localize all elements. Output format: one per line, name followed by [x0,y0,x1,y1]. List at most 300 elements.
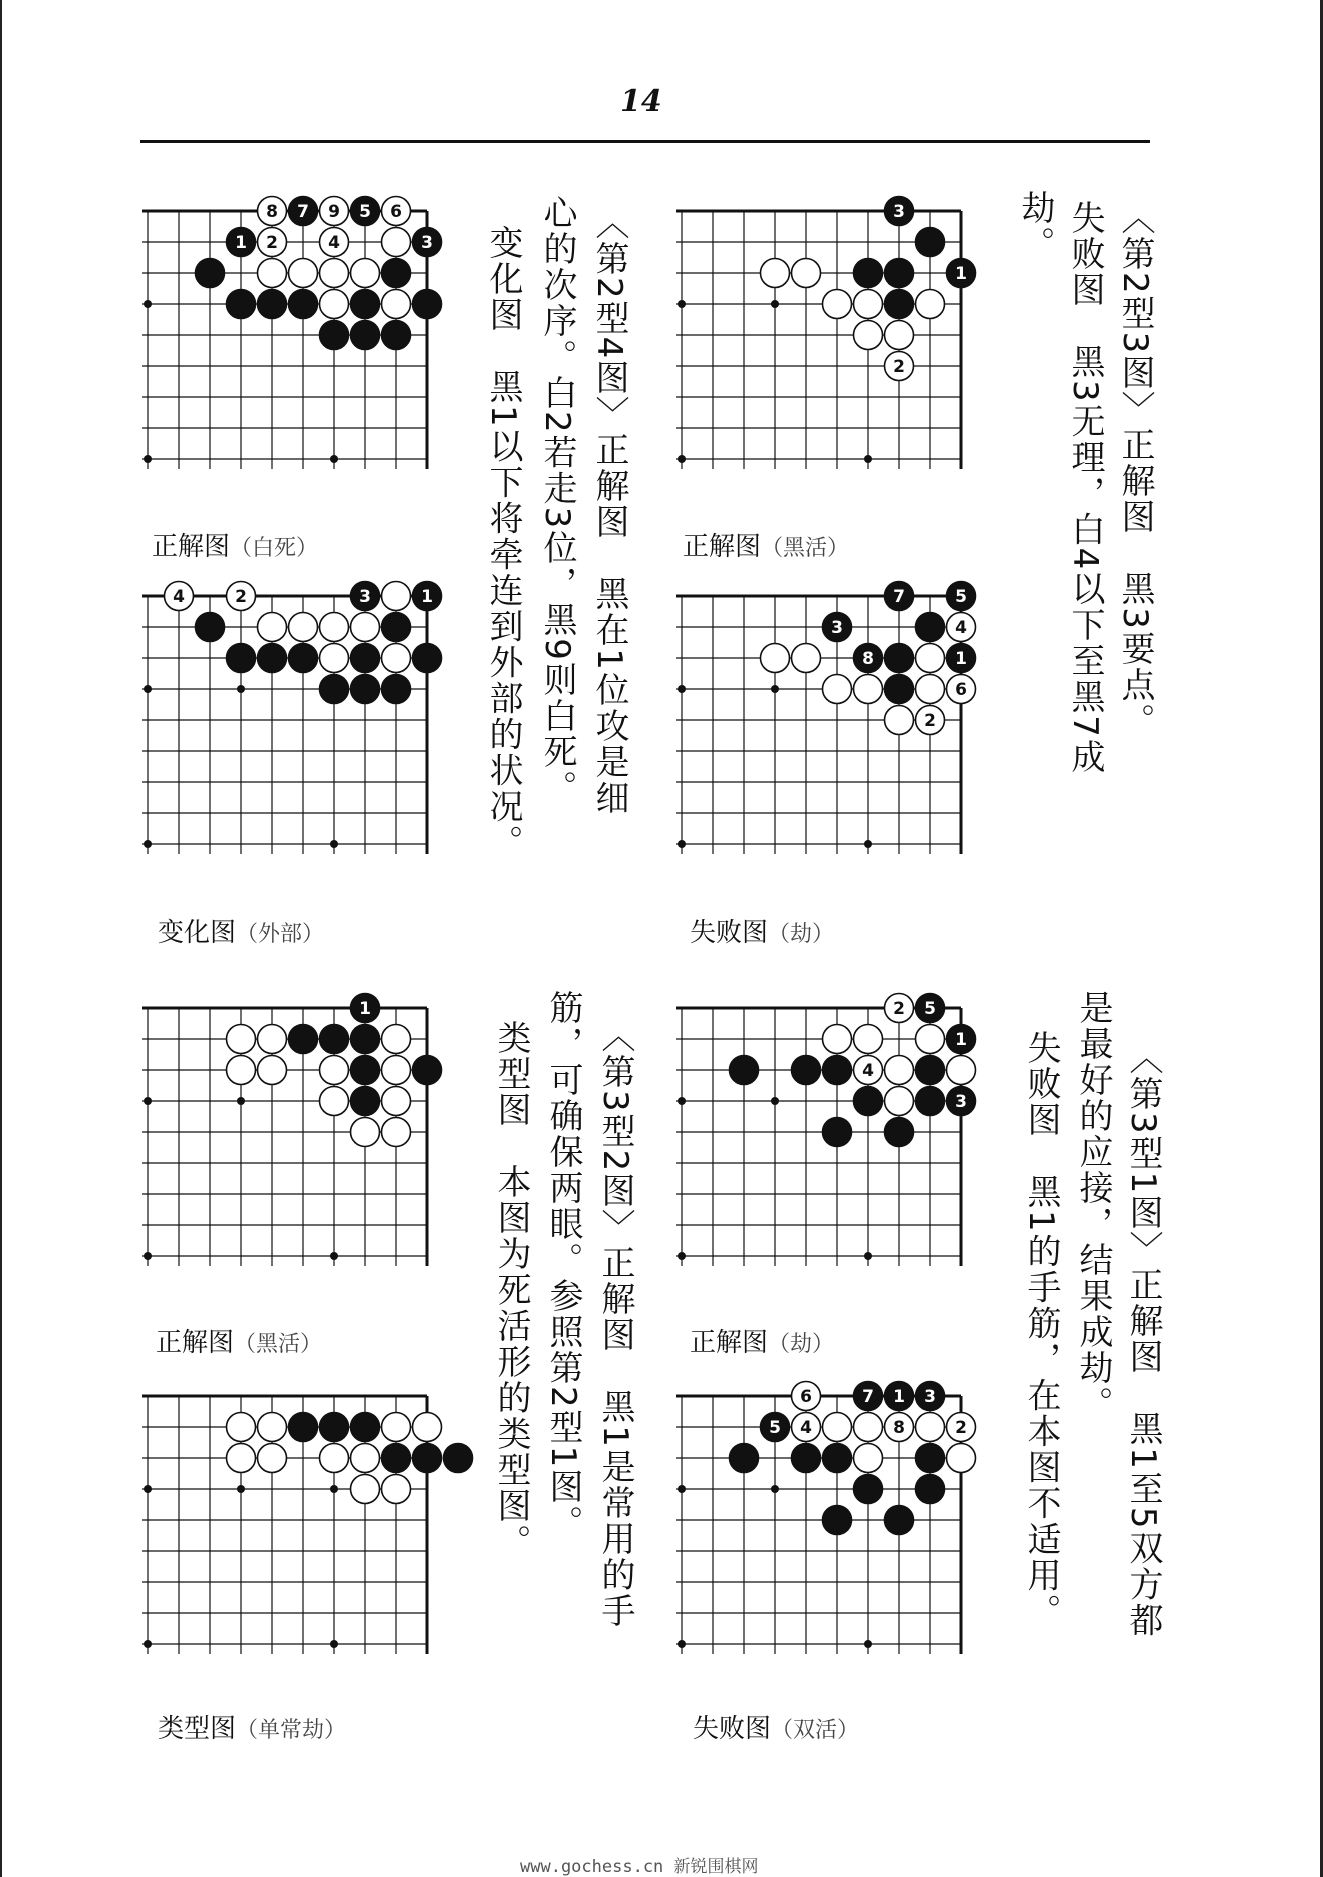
stone-disc [823,1506,852,1535]
star-point [864,455,872,463]
move-number: 4 [862,1061,874,1081]
stone-disc [382,1413,411,1442]
caption-sub: （劫） [768,1332,835,1357]
black-stone [792,1056,821,1085]
stone-disc [413,1444,442,1473]
move-number: 1 [893,1387,905,1407]
stone-disc [382,675,411,704]
black-stone [413,1056,442,1085]
star-point [678,1097,686,1105]
white-stone [320,613,349,642]
white-stone [885,1087,914,1116]
white-stone [823,675,852,704]
black-stone [320,1413,349,1442]
star-point [771,1097,779,1105]
move-number: 4 [955,618,967,638]
black-stone [289,290,318,319]
move-number: 3 [831,618,843,638]
stone-disc [289,1025,318,1054]
white-stone [382,197,411,226]
move-number: 6 [955,680,967,700]
black-stone [351,321,380,350]
board-svg [142,999,437,1272]
move-number: 3 [924,1387,936,1407]
move-number: 3 [893,202,905,222]
text-col-bottom-left-3: 类型图 本图为死活形的类型图。 [491,1020,531,1560]
stone-disc [823,675,852,704]
stone-disc [885,321,914,350]
black-stone [351,197,380,226]
white-stone [885,321,914,350]
caption-sub: （外部） [236,922,325,947]
stone-disc [916,228,945,257]
stone-disc [382,613,411,642]
stone-disc [382,644,411,673]
board-svg [676,587,971,860]
black-stone [916,994,945,1023]
stone-disc [916,644,945,673]
black-stone [258,290,287,319]
move-number: 1 [235,233,247,253]
star-point [237,1097,245,1105]
black-stone [351,644,380,673]
star-point [678,1252,686,1260]
caption-r1-right [683,526,849,563]
caption-r4-right [693,1708,859,1745]
stone-disc [823,1413,852,1442]
black-stone [885,1382,914,1411]
stone-disc [916,675,945,704]
stone-disc [320,321,349,350]
stone-disc [289,644,318,673]
black-stone [730,1056,759,1085]
go-board-r3-right [676,999,971,1272]
go-board-r4-left [142,1390,437,1660]
black-stone [382,675,411,704]
stone-disc [413,644,442,673]
stone-disc [854,1087,883,1116]
text-col-top-left-2: 心的次序。白2若走3位，黑9则白死。 [537,195,577,806]
stone-disc [258,1413,287,1442]
stone-disc [351,290,380,319]
stone-disc [351,1118,380,1147]
white-stone [947,1413,976,1442]
black-stone [916,228,945,257]
stone-disc [227,1025,256,1054]
text-col-bottom-left-1: 〈第3型2图〉正解图 黑1是常用的手 [595,1018,635,1629]
star-point [678,1485,686,1493]
stone-disc [196,613,225,642]
text-col-bottom-right-2: 是最好的应接，结果成劫。 [1073,990,1113,1422]
white-stone [258,1444,287,1473]
stone-disc [289,259,318,288]
white-stone [258,1056,287,1085]
black-stone [351,994,380,1023]
white-stone [258,1413,287,1442]
board-svg [676,202,971,475]
white-stone [854,1444,883,1473]
star-point [864,840,872,848]
stone-disc [916,1413,945,1442]
stone-disc [413,1056,442,1085]
white-stone [382,1025,411,1054]
stone-disc [351,613,380,642]
stone-disc [885,644,914,673]
star-point [144,685,152,693]
white-stone [413,1413,442,1442]
move-number: 4 [328,233,340,253]
stone-disc [351,259,380,288]
star-point [678,1640,686,1648]
black-stone [413,582,442,611]
stone-disc [382,1444,411,1473]
caption-sub: （黑活） [761,536,850,561]
board-svg [676,1387,971,1660]
stone-disc [413,1413,442,1442]
white-stone [289,259,318,288]
white-stone [258,228,287,257]
white-stone [382,290,411,319]
white-stone [792,644,821,673]
star-point [678,840,686,848]
move-number: 5 [955,587,967,607]
stone-disc [320,1025,349,1054]
stone-disc [227,1056,256,1085]
white-stone [382,1056,411,1085]
black-stone [289,1413,318,1442]
move-number: 5 [769,1418,781,1438]
stone-disc [351,1475,380,1504]
go-board-r2-right [676,587,971,860]
stone-disc [916,613,945,642]
star-point [144,300,152,308]
white-stone [854,1025,883,1054]
stone-disc [320,290,349,319]
footer-watermark: www.gochess.cn 新锐围棋网 [520,1857,759,1877]
white-stone [320,1444,349,1473]
black-stone [382,1444,411,1473]
header-rule [140,140,1150,143]
black-stone [947,582,976,611]
move-number: 4 [173,587,185,607]
white-stone [792,1382,821,1411]
page-number: 14 [620,84,662,119]
caption-main: 失败图 [690,918,769,948]
stone-disc [320,613,349,642]
black-stone [823,1444,852,1473]
stone-disc [854,675,883,704]
stone-disc [351,1025,380,1054]
white-stone [351,1475,380,1504]
white-stone [258,1025,287,1054]
stone-disc [258,613,287,642]
black-stone [227,644,256,673]
white-stone [258,259,287,288]
black-stone [885,675,914,704]
go-board-r3-left [142,999,437,1272]
stone-disc [854,1444,883,1473]
caption-r4-left [158,1708,346,1745]
stone-disc [885,259,914,288]
caption-r2-right [690,912,834,949]
black-stone [320,675,349,704]
text-col-top-left-3: 变化图 黑1以下将牵连到外部的状况。 [483,225,523,861]
stone-disc [258,1444,287,1473]
stone-disc [382,1475,411,1504]
move-number: 2 [924,711,936,731]
white-stone [885,352,914,381]
white-stone [382,1118,411,1147]
caption-r2-left [158,912,324,949]
stone-disc [351,1087,380,1116]
black-stone [947,1025,976,1054]
star-point [144,1252,152,1260]
stone-disc [351,1056,380,1085]
black-stone [916,1475,945,1504]
white-stone [165,582,194,611]
stone-disc [382,1118,411,1147]
black-stone [289,197,318,226]
white-stone [823,290,852,319]
black-stone [885,1506,914,1535]
black-stone [916,1444,945,1473]
stone-disc [947,1056,976,1085]
white-stone [258,197,287,226]
black-stone [351,1087,380,1116]
white-stone [351,613,380,642]
black-stone [885,1118,914,1147]
white-stone [916,706,945,735]
caption-main: 正解图 [152,532,231,562]
star-point [237,685,245,693]
white-stone [916,290,945,319]
go-board-r1-left [142,202,437,475]
black-stone [382,259,411,288]
black-stone [196,613,225,642]
black-stone [916,1087,945,1116]
stone-disc [854,1025,883,1054]
black-stone [320,1025,349,1054]
black-stone [196,259,225,288]
white-stone [885,706,914,735]
white-stone [854,290,883,319]
black-stone [413,290,442,319]
move-number: 2 [235,587,247,607]
stone-disc [227,644,256,673]
black-stone [289,644,318,673]
move-number: 7 [862,1387,874,1407]
stone-disc [854,1475,883,1504]
white-stone [320,1056,349,1085]
white-stone [227,582,256,611]
stone-disc [885,1506,914,1535]
white-stone [854,1056,883,1085]
stone-disc [320,1413,349,1442]
white-stone [351,1118,380,1147]
move-number: 8 [266,202,278,222]
stone-disc [320,675,349,704]
white-stone [351,259,380,288]
white-stone [289,613,318,642]
stone-disc [382,1056,411,1085]
white-stone [382,228,411,257]
star-point [144,1485,152,1493]
black-stone [823,613,852,642]
black-stone [761,1413,790,1442]
move-number: 2 [266,233,278,253]
stone-disc [885,1087,914,1116]
star-point [864,1640,872,1648]
white-stone [792,259,821,288]
black-stone [227,290,256,319]
stone-disc [382,321,411,350]
stone-disc [854,290,883,319]
caption-sub: （黑活） [234,1332,323,1357]
move-number: 5 [924,999,936,1019]
stone-disc [382,1087,411,1116]
text-col-bottom-right-3: 失败图 黑1的手筋，在本图不适用。 [1021,1030,1061,1630]
stone-disc [258,1025,287,1054]
white-stone [792,1413,821,1442]
caption-main: 正解图 [690,1328,769,1358]
white-stone [320,1087,349,1116]
star-point [678,300,686,308]
stone-disc [885,706,914,735]
star-point [864,1252,872,1260]
black-stone [854,1475,883,1504]
caption-sub: （双活） [771,1718,860,1743]
stone-disc [792,644,821,673]
stone-disc [227,290,256,319]
white-stone [885,1056,914,1085]
stone-disc [823,1025,852,1054]
star-point [330,455,338,463]
caption-r1-left [152,526,318,563]
black-stone [885,582,914,611]
white-stone [320,290,349,319]
white-stone [320,644,349,673]
white-stone [885,1413,914,1442]
stone-disc [823,1118,852,1147]
stone-disc [382,259,411,288]
white-stone [916,1413,945,1442]
stone-disc [792,259,821,288]
stone-disc [320,259,349,288]
board-svg [142,1390,437,1660]
stone-disc [916,1025,945,1054]
text-col-bottom-right-1: 〈第3型1图〉正解图 黑1至5双方都 [1123,1040,1163,1639]
go-board-r2-left [142,587,437,860]
stone-disc [854,259,883,288]
black-stone [351,1025,380,1054]
black-stone [916,1382,945,1411]
text-col-top-right-2: 失败图 黑3无理，白4以下至黑7成 [1065,200,1105,775]
star-point [330,840,338,848]
stone-disc [289,1413,318,1442]
stone-disc [289,290,318,319]
white-stone [351,1444,380,1473]
white-stone [761,259,790,288]
stone-disc [885,1118,914,1147]
stone-disc [823,1056,852,1085]
caption-main: 正解图 [683,532,762,562]
stone-disc [351,644,380,673]
caption-main: 变化图 [158,918,237,948]
move-number: 2 [955,1418,967,1438]
star-point [144,840,152,848]
black-stone [823,1506,852,1535]
stone-disc [289,613,318,642]
black-stone [947,1087,976,1116]
black-stone [885,259,914,288]
stone-disc [854,321,883,350]
white-stone [320,197,349,226]
white-stone [823,1025,852,1054]
white-stone [947,613,976,642]
black-stone [382,613,411,642]
star-point [237,1485,245,1493]
white-stone [382,1087,411,1116]
stone-disc [382,582,411,611]
black-stone [792,1444,821,1473]
move-number: 3 [955,1092,967,1112]
star-point [771,685,779,693]
stone-disc [320,1087,349,1116]
star-point [678,455,686,463]
black-stone [947,644,976,673]
black-stone [227,228,256,257]
stone-disc [382,228,411,257]
stone-disc [761,644,790,673]
star-point [678,685,686,693]
stone-disc [258,259,287,288]
white-stone [258,613,287,642]
move-number: 6 [800,1387,812,1407]
black-stone [885,290,914,319]
move-number: 8 [893,1418,905,1438]
black-stone [885,197,914,226]
move-number: 2 [893,357,905,377]
move-number: 2 [893,999,905,1019]
caption-r3-right [690,1322,834,1359]
stone-disc [227,1413,256,1442]
stone-disc [792,1056,821,1085]
black-stone [444,1444,473,1473]
stone-disc [761,259,790,288]
stone-disc [885,1056,914,1085]
white-stone [916,644,945,673]
black-stone [351,582,380,611]
stone-disc [916,1087,945,1116]
star-point [144,455,152,463]
go-board-r1-right [676,202,971,475]
white-stone [227,1413,256,1442]
move-number: 5 [359,202,371,222]
black-stone [730,1444,759,1473]
stone-disc [916,1475,945,1504]
text-col-top-left-1: 〈第2型4图〉正解图 黑在1位攻是细 [589,205,629,816]
black-stone [885,644,914,673]
stone-disc [885,675,914,704]
move-number: 4 [800,1418,812,1438]
move-number: 7 [297,202,309,222]
white-stone [916,1025,945,1054]
star-point [771,1485,779,1493]
move-number: 8 [862,649,874,669]
stone-disc [382,1025,411,1054]
black-stone [351,1413,380,1442]
white-stone [854,1413,883,1442]
